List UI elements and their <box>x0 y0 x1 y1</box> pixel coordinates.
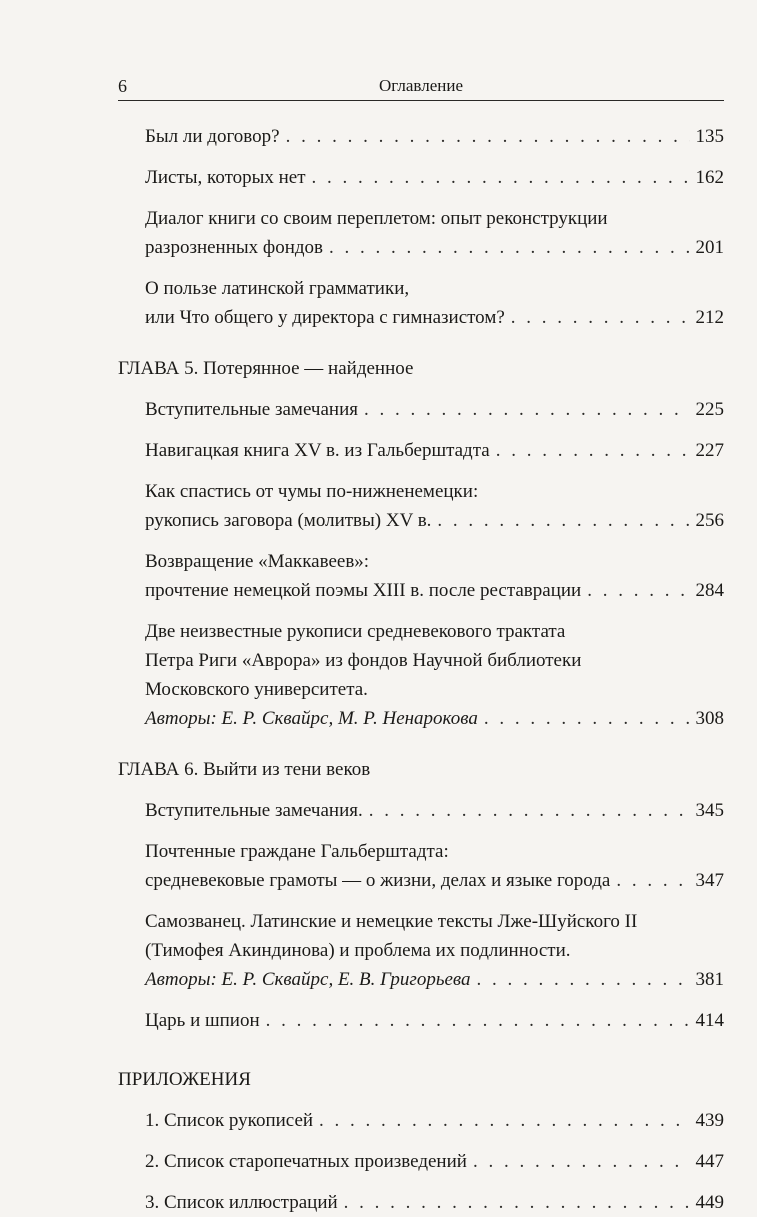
entry-last-line <box>145 965 724 994</box>
toc-entry <box>118 1106 724 1135</box>
entry-title-line: Московского университета. <box>145 679 368 700</box>
toc-entry <box>118 395 724 424</box>
dot-leader <box>484 704 690 733</box>
entry-last-line <box>145 1006 724 1035</box>
toc-entry <box>118 163 724 192</box>
entry-title-line: Диалог книги со своим переплетом: опыт реконструкции <box>145 208 608 229</box>
toc-entry <box>118 1147 724 1176</box>
dot-leader <box>477 965 690 994</box>
entry-page-number: 201 <box>695 237 724 258</box>
toc-entry <box>118 1006 724 1035</box>
entry-title: Был ли договор? <box>145 126 280 147</box>
entry-title-line: Возвращение «Маккавеев»: <box>145 551 370 572</box>
entry-last-line <box>145 506 724 535</box>
entry-page-number: 414 <box>695 1010 724 1031</box>
dot-leader <box>344 1188 690 1217</box>
entry-authors: Авторы: Е. Р. Сквайрс, Е. В. Григорьева <box>145 969 471 990</box>
entry-title: Вступительные замечания. <box>145 800 363 821</box>
entry-title: 2. Список старопечатных произведений <box>145 1151 467 1172</box>
table-of-contents <box>118 122 724 1217</box>
toc-entry <box>118 796 724 825</box>
entry-title: средневековые грамоты — о жизни, делах и языке города <box>145 870 611 891</box>
running-title: Оглавление <box>379 76 463 95</box>
entry-title: Листы, которых нет <box>145 167 306 188</box>
entry-title: Царь и шпион <box>145 1010 260 1031</box>
dot-leader <box>369 796 690 825</box>
entry-title: или Что общего у директора с гимназистом? <box>145 307 505 328</box>
entry-page-number: 381 <box>695 969 724 990</box>
entry-last-line <box>145 866 724 895</box>
page-number: 6 <box>118 76 127 96</box>
appendix-section <box>118 1065 724 1217</box>
entry-last-line <box>145 163 724 192</box>
entry-page-number: 212 <box>695 307 724 328</box>
entry-title: прочтение немецкой поэмы XIII в. после реставрации <box>145 580 582 601</box>
toc-entry <box>118 907 724 994</box>
dot-leader <box>364 395 690 424</box>
chapter-heading: ГЛАВА 5. Потерянное — найденное <box>118 358 414 379</box>
entry-page-number: 308 <box>695 708 724 729</box>
toc-entry <box>118 274 724 332</box>
entry-title: 1. Список рукописей <box>145 1110 314 1131</box>
toc-section <box>118 755 724 1035</box>
entry-authors: Авторы: Е. Р. Сквайрс, М. Р. Ненарокова <box>145 708 478 729</box>
entry-page-number: 227 <box>695 440 724 461</box>
entry-last-line <box>145 233 724 262</box>
entry-last-line <box>145 704 724 733</box>
appendix-heading: ПРИЛОЖЕНИЯ <box>118 1069 251 1090</box>
dot-leader <box>473 1147 690 1176</box>
dot-leader <box>437 506 689 535</box>
entry-title-line: Самозванец. Латинские и немецкие тексты Лже-Шуйского II <box>145 911 638 932</box>
dot-leader <box>511 303 690 332</box>
toc-entry <box>118 617 724 733</box>
dot-leader <box>286 122 690 151</box>
entry-title: разрозненных фондов <box>145 237 324 258</box>
entry-title-line: Как спастись от чумы по-нижненемецки: <box>145 481 479 502</box>
entry-page-number: 135 <box>695 126 724 147</box>
entry-last-line <box>145 796 724 825</box>
toc-entry <box>118 547 724 605</box>
chapter-heading: ГЛАВА 6. Выйти из тени веков <box>118 759 371 780</box>
entry-page-number: 439 <box>695 1110 724 1131</box>
dot-leader <box>616 866 689 895</box>
entry-last-line <box>145 395 724 424</box>
entry-page-number: 449 <box>695 1192 724 1213</box>
toc-entry <box>118 837 724 895</box>
entry-title-line: О пользе латинской грамматики, <box>145 278 410 299</box>
entry-page-number: 162 <box>695 167 724 188</box>
toc-entry <box>118 1188 724 1217</box>
entry-title: Вступительные замечания <box>145 399 358 420</box>
page-header <box>118 76 724 100</box>
entry-page-number: 345 <box>695 800 724 821</box>
entry-page-number: 225 <box>695 399 724 420</box>
entry-title-line: Почтенные граждане Гальберштадта: <box>145 841 449 862</box>
dot-leader <box>312 163 690 192</box>
entry-last-line <box>145 1106 724 1135</box>
entry-title: рукопись заговора (молитвы) XV в. <box>145 510 432 531</box>
dot-leader <box>496 436 690 465</box>
entry-last-line <box>145 576 724 605</box>
dot-leader <box>319 1106 689 1135</box>
entry-title: Навигацкая книга XV в. из Гальберштадта <box>145 440 490 461</box>
entry-title-line: (Тимофея Акиндинова) и проблема их подлинности. <box>145 940 571 961</box>
entry-last-line <box>145 303 724 332</box>
dot-leader <box>266 1006 690 1035</box>
dot-leader <box>329 233 689 262</box>
entry-last-line <box>145 1188 724 1217</box>
entry-page-number: 447 <box>695 1151 724 1172</box>
toc-entry <box>118 122 724 151</box>
header-rule <box>118 100 724 101</box>
entry-last-line <box>145 1147 724 1176</box>
entry-last-line <box>145 436 724 465</box>
toc-entry <box>118 436 724 465</box>
toc-entry <box>118 204 724 262</box>
entry-page-number: 347 <box>695 870 724 891</box>
toc-entry <box>118 477 724 535</box>
dot-leader <box>587 576 689 605</box>
toc-section <box>118 122 724 332</box>
entry-page-number: 256 <box>695 510 724 531</box>
entry-page-number: 284 <box>695 580 724 601</box>
entry-title-line: Две неизвестные рукописи средневекового трактата <box>145 621 566 642</box>
entry-last-line <box>145 122 724 151</box>
toc-section <box>118 354 724 733</box>
entry-title: 3. Список иллюстраций <box>145 1192 338 1213</box>
entry-title-line: Петра Риги «Аврора» из фондов Научной библиотеки <box>145 650 582 671</box>
